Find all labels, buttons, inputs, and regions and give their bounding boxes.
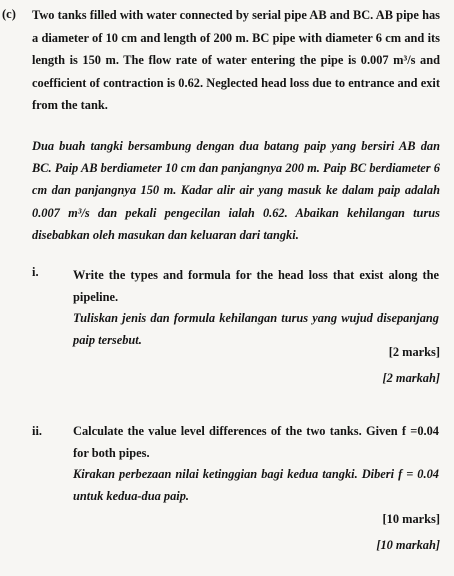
question-text-malay: Dua buah tangki bersambung dengan dua batang paip yang bersiri AB dan BC. Paip AB berdiameter 10 cm dan panjangnya 200 m. Paip BC berdiameter 6 cm dan panjangnya 150 m. Kadar alir air yang masuk ke dalam paip adalah 0.007 m³/s dan pekali pengecilan ialah 0.62. Abaikan kehilangan turus disebabkan oleh masukan dan keluaran dari tangki. (32, 139, 440, 242)
part-ii-marks-english: [10 marks] (382, 512, 440, 526)
part-ii (73, 421, 439, 507)
part-ii-text-english: Calculate the value level differences of the two tanks. Given f =0.04 for both pipes. (73, 424, 439, 460)
question-label: (c) (2, 7, 16, 21)
part-i (73, 265, 439, 351)
part-i-number: i. (32, 265, 39, 279)
part-i-marks-malay: [2 markah] (382, 371, 440, 385)
part-i-text-malay: Tuliskan jenis dan formula kehilangan turus yang wujud disepanjang paip tersebut. (73, 311, 439, 347)
part-ii-marks-malay: [10 markah] (376, 538, 440, 552)
part-ii-text-malay: Kirakan perbezaan nilai ketinggian bagi kedua tangki. Diberi f = 0.04 untuk kedua-dua paip. (73, 467, 439, 503)
part-ii-number: ii. (32, 424, 42, 438)
part-i-text-english: Write the types and formula for the head loss that exist along the pipeline. (73, 268, 439, 304)
part-i-marks-english: [2 marks] (388, 345, 440, 359)
question-text-english: Two tanks filled with water connected by serial pipe AB and BC. AB pipe has a diameter of 10 cm and length of 200 m. BC pipe with diameter 6 cm and its length is 150 m. The flow rate of water entering the pipe is 0.007 m³/s and coefficient of contraction is 0.62. Neglected head loss due to entrance and exit from the tank. (32, 8, 440, 113)
